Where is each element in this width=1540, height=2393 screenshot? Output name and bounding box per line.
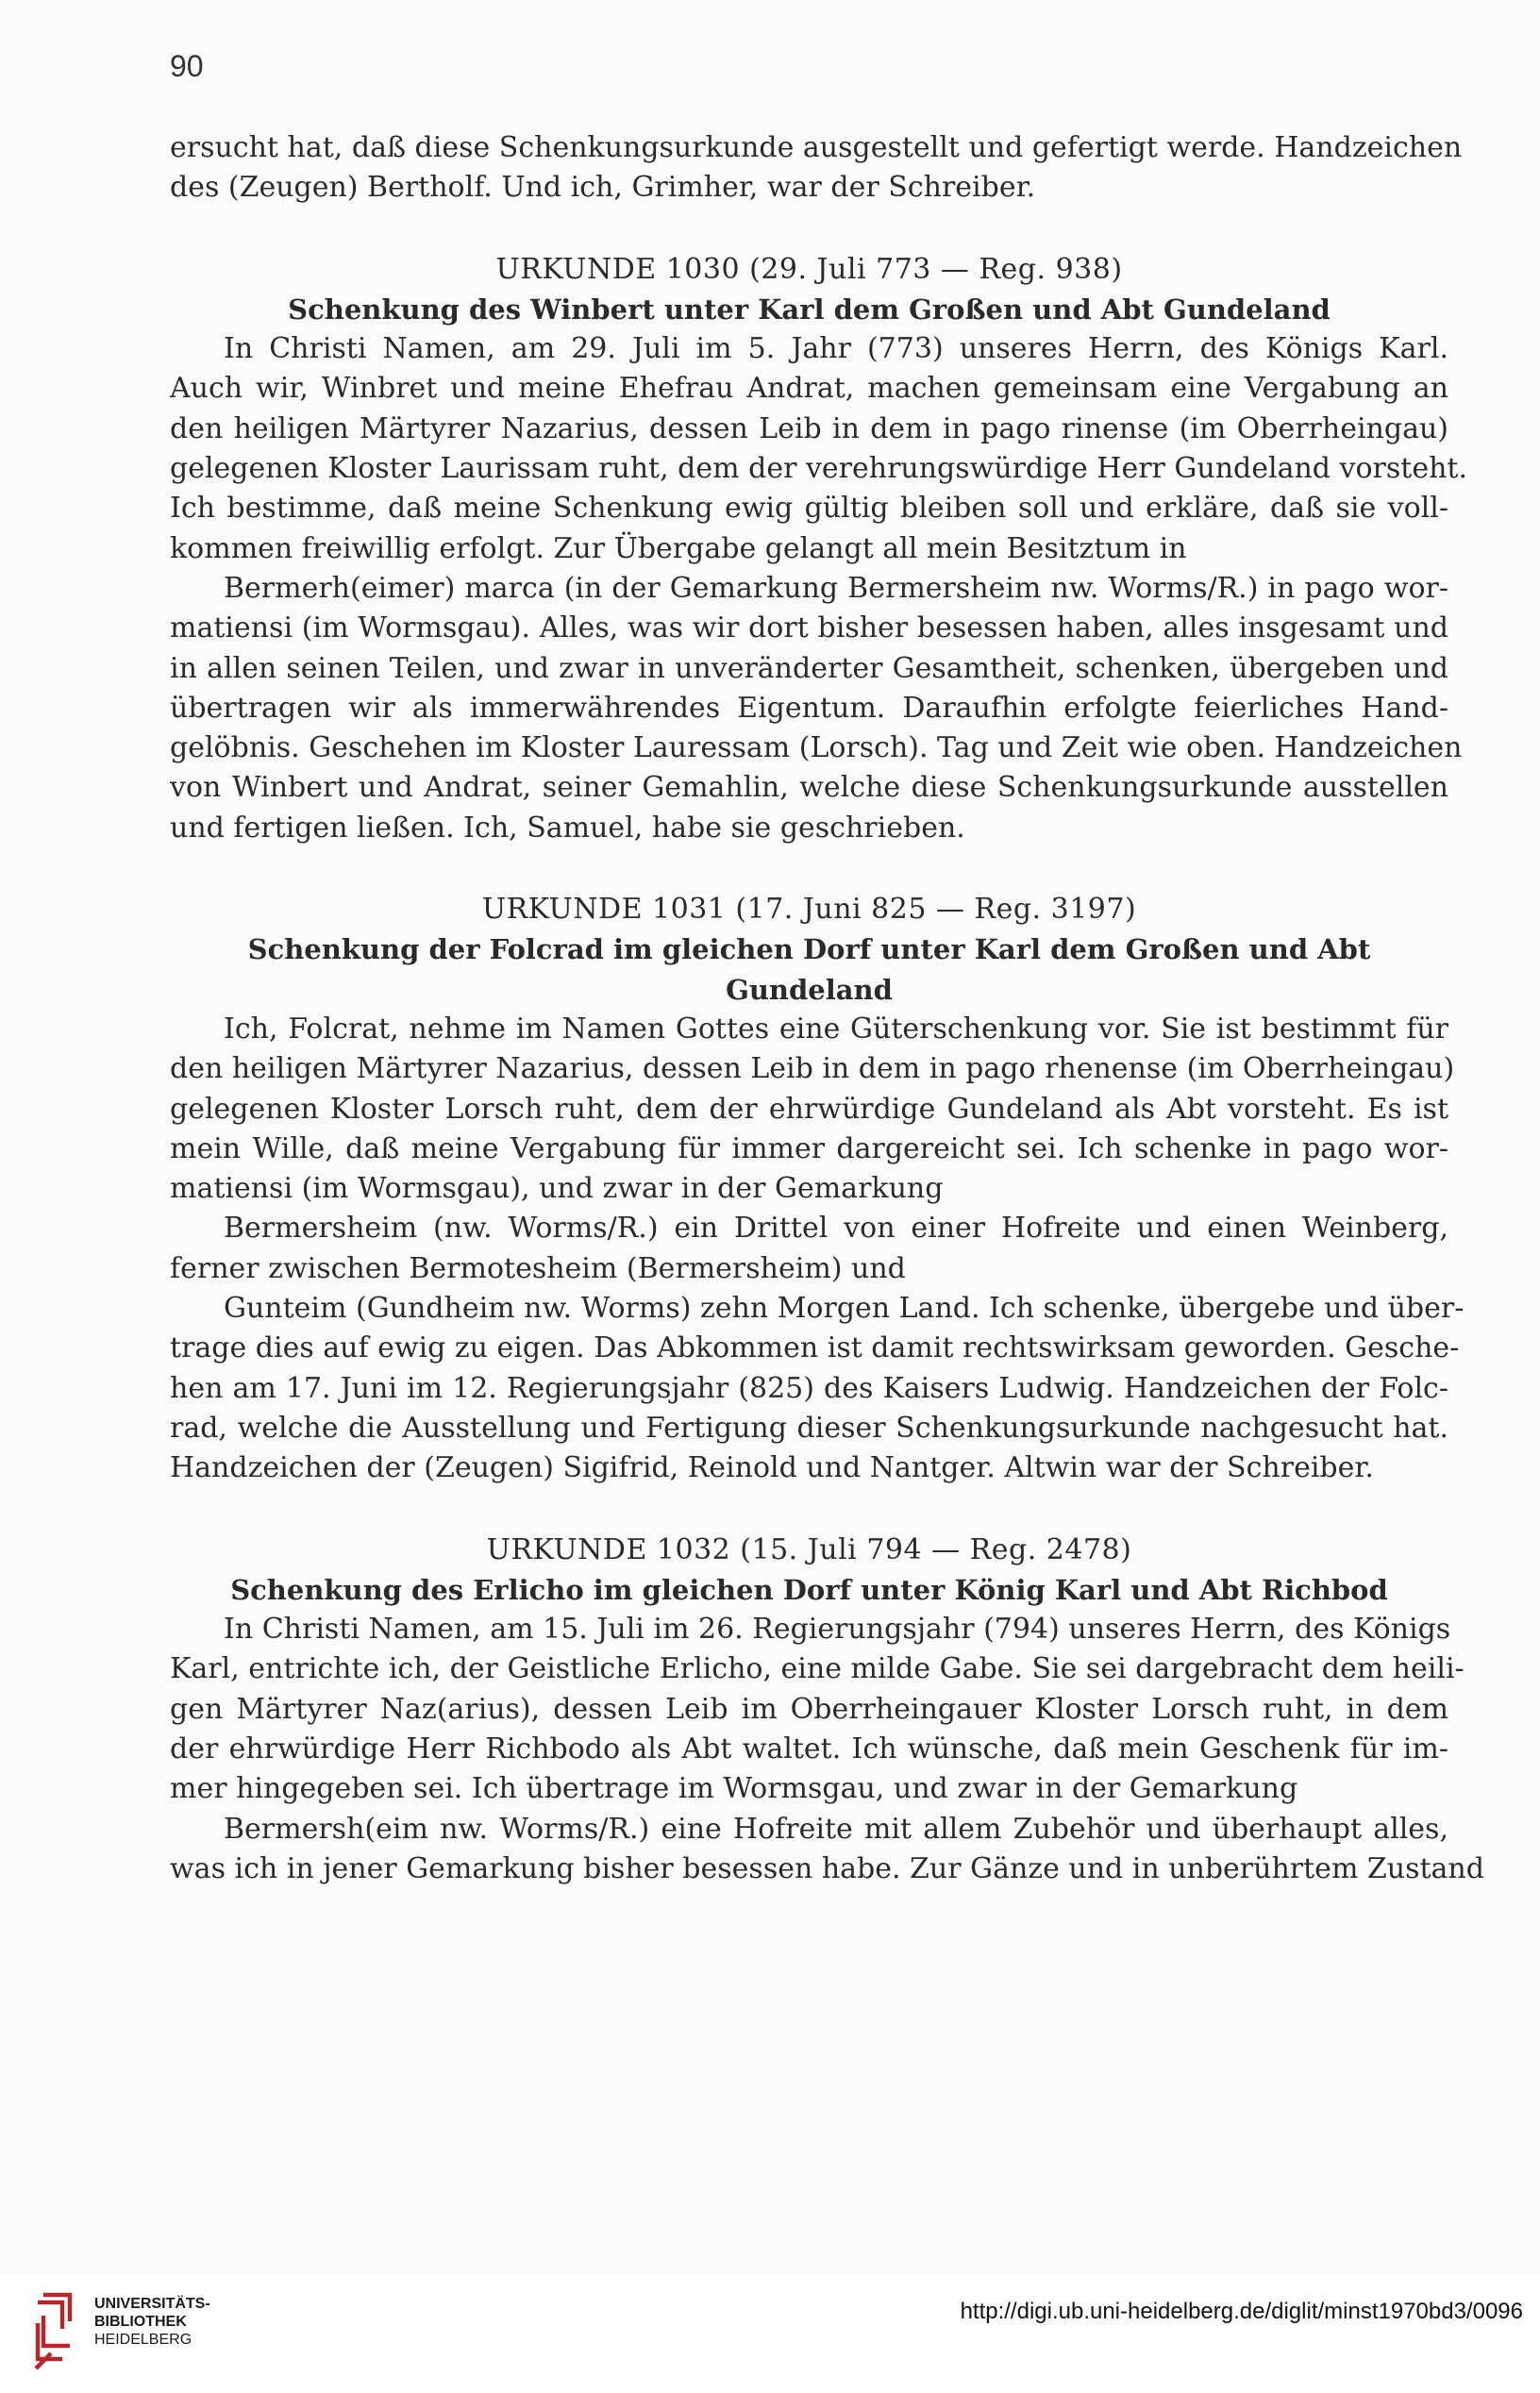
text-line: In Christi Namen, am 15. Juli im 26. Regierungsjahr (794) unseres Herrn, des Königs [224,1613,1451,1647]
text-line: ersucht hat, daß diese Schenkungsurkunde ausgestellt und gefertigt werde. Handzeichen [170,131,1463,164]
text-line: in allen seinen Teilen, und zwar in unveränderter Gesamtheit, schenken, übergeben und [170,651,1448,685]
text-line: Bermersheim (nw. Worms/R.) ein Drittel von einer Hofreite und einen Weinberg, [224,1212,1448,1246]
page-number: 90 [170,49,204,83]
text-line: matiensi (im Wormsgau). Alles, was wir dort bisher besessen haben, alles insgesamt und [170,611,1448,645]
text-line: In Christi Namen, am 29. Juli im 5. Jahr (773) unseres Herrn, des Königs Karl. [224,332,1448,366]
text-line: Ich bestimme, daß meine Schenkung ewig gültig bleiben soll und erkläre, daß sie voll- [170,492,1448,526]
paragraph [170,1209,1448,1289]
document-subtitle: Schenkung des Erlicho im gleichen Dorf unter König Karl und Abt Richbod [230,1573,1388,1606]
text-line: Auch wir, Winbret und meine Ehefrau Andrat, machen gemeinsam eine Vergabung an [170,372,1448,406]
document-subtitle: Schenkung der Folcrad im gleichen Dorf unter Karl dem Großen und Abt Gundeland [247,933,1371,1006]
text-line: gen Märtyrer Naz(arius), dessen Leib im Oberrheingauer Kloster Lorsch ruht, in dem [170,1692,1448,1726]
text-line: rad, welche die Ausstellung und Fertigung dieser Schenkungsurkunde nachgesucht hat. [170,1411,1448,1445]
library-name-line1: UNIVERSITÄTS- [94,2296,210,2312]
document-section [170,250,1468,848]
paragraph [170,329,1468,569]
document-subtitle: Schenkung des Winbert unter Karl dem Großen und Abt Gundeland [288,293,1331,326]
text-line: des (Zeugen) Bertholf. Und ich, Grimher, war der Schreiber. [170,171,1036,205]
text-line: Ich, Folcrat, nehme im Namen Gottes eine Güterschenkung vor. Sie ist bestimmt für [224,1012,1448,1046]
text-line: der ehrwürdige Herr Richbodo als Abt waltet. Ich wünsche, daß mein Geschenk für im- [170,1732,1448,1765]
text-line: ferner zwischen Bermotesheim (Bermersheim) und [170,1251,906,1285]
paragraph [170,569,1463,848]
paragraph [170,1810,1484,1890]
text-line: Gunteim (Gundheim nw. Worms) zehn Morgen Land. Ich schenke, übergebe und über- [224,1292,1465,1326]
paragraph [170,1289,1465,1488]
intro-paragraph [170,128,1463,209]
text-line: matiensi (im Wormsgau), und zwar in der Gemarkung [170,1172,944,1206]
document-section [170,890,1465,1488]
text-line: hen am 17. Juni im 12. Regierungsjahr (825) des Kaisers Ludwig. Handzeichen der Folc- [170,1371,1448,1405]
text-line: mer hingegeben sei. Ich übertrage im Wormsgau, und zwar in der Gemarkung [170,1772,1298,1806]
document-heading: URKUNDE 1030 (29. Juli 773 — Reg. 938) [495,252,1123,286]
source-url-link[interactable]: http://digi.ub.uni-heidelberg.de/diglit/minst1970bd3/0096 [960,2299,1523,2324]
document-heading: URKUNDE 1032 (15. Juli 794 — Reg. 2478) [486,1532,1132,1566]
footer-bar [0,2274,1540,2393]
text-line: gelöbnis. Geschehen im Kloster Lauressam (Lorsch). Tag und Zeit wie oben. Handzeichen [170,731,1463,765]
text-line: gelegenen Kloster Lorsch ruht, dem der ehrwürdige Gundeland als Abt vorsteht. Es ist [170,1092,1448,1126]
text-line: Bermerh(eimer) marca (in der Gemarkung Bermersheim nw. Worms/R.) in pago wor- [224,571,1448,605]
text-line: gelegenen Kloster Laurissam ruht, dem der verehrungswürdige Herr Gundeland vorsteht. [170,452,1468,486]
text-line: trage dies auf ewig zu eigen. Das Abkommen ist damit rechtswirksam geworden. Gesche- [170,1331,1460,1365]
text-line: was ich in jener Gemarkung bisher besessen habe. Zur Gänze und in unberührtem Zustand [170,1851,1484,1885]
library-name-line2: BIBLIOTHEK [94,2314,187,2330]
text-line: Bermersh(eim nw. Worms/R.) eine Hofreite mit allem Zubehör und überhaupt alles, [224,1812,1448,1846]
text-line: mein Wille, daß meine Vergabung für immer dargereicht sei. Ich schenke in pago wor- [170,1131,1448,1165]
text-line: den heiligen Märtyrer Nazarius, dessen Leib in dem in pago rhenense (im Oberrheingau) [170,1052,1455,1086]
text-line: den heiligen Märtyrer Nazarius, dessen Leib in dem in pago rinense (im Oberrheingau) [170,411,1448,445]
text-line: Handzeichen der (Zeugen) Sigifrid, Reinold und Nantger. Altwin war der Schreiber. [170,1451,1374,1485]
text-line: kommen freiwillig erfolgt. Zur Übergabe gelangt all mein Besitztum in [170,531,1187,565]
paragraph [170,1610,1465,1809]
library-name-line3: HEIDELBERG [94,2332,192,2348]
text-line: übertragen wir als immerwährendes Eigentum. Daraufhin erfolgte feierliches Hand- [170,691,1448,725]
document-section [170,1531,1484,1890]
text-line: von Winbert und Andrat, seiner Gemahlin, welche diese Schenkungsurkunde ausstellen [170,771,1448,805]
library-name [94,2295,210,2349]
document-heading: URKUNDE 1031 (17. Juni 825 — Reg. 3197) [481,893,1137,927]
text-line: Karl, entrichte ich, der Geistliche Erlicho, eine milde Gabe. Sie sei dargebracht dem heili- [170,1652,1465,1686]
paragraph [170,1010,1455,1209]
text-line: und fertigen ließen. Ich, Samuel, habe sie geschrieben. [170,811,965,845]
text-column [170,128,1484,1889]
